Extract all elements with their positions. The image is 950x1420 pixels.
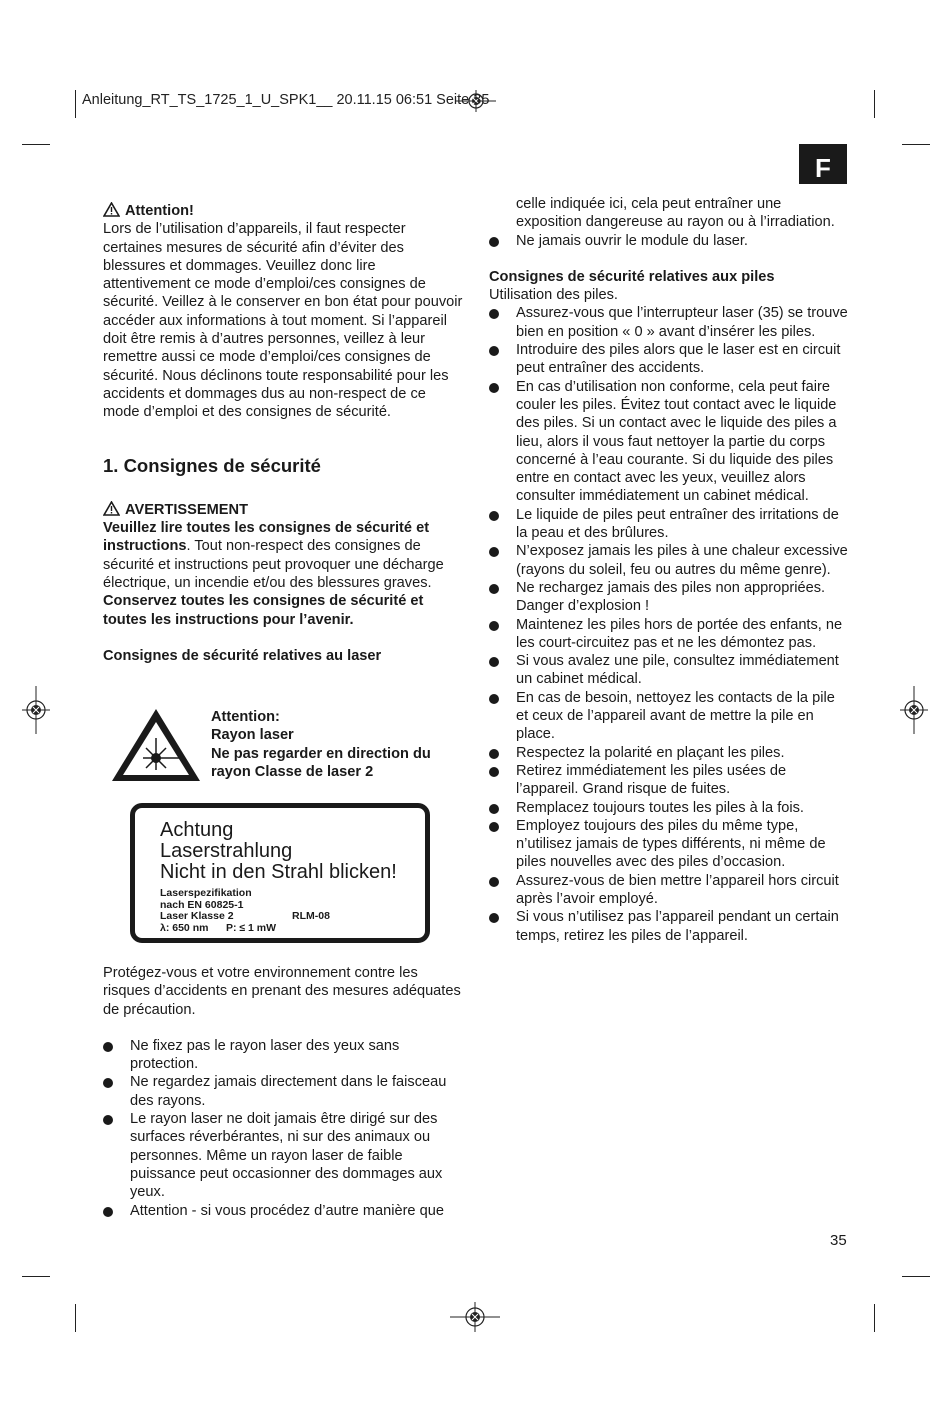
label-line: Achtung (160, 819, 234, 841)
bullet-icon (489, 511, 499, 521)
registration-mark-icon (22, 686, 50, 734)
bullet-icon (489, 804, 499, 814)
bullet-icon (103, 1115, 113, 1125)
list-item-text: Assurez-vous de bien mettre l’appareil hors circuit après l’avoir employé. (516, 872, 839, 907)
protect-text: Protégez-vous et votre environnement contre les risques d’accidents en prenant des mesures adéquates de précaution. (103, 965, 461, 1018)
label-laser-class: Laser Klasse 2 (160, 910, 234, 922)
warning-body: . Tout non-respect des consignes de sécurité et instructions peut provoquer une décharge électrique, un incendie et/ou des blessures graves. (103, 538, 444, 592)
list-item-text: Retirez immédiatement les piles usées de l’appareil. Grand risque de fuites. (516, 762, 787, 798)
laser-sign-text (211, 708, 461, 781)
laser-sign-line: Attention: (211, 709, 280, 725)
bullet-icon (489, 237, 499, 247)
list-item (489, 689, 851, 744)
list-item (103, 1202, 463, 1220)
list-item (489, 872, 851, 909)
label-line: Laserstrahlung (160, 840, 293, 862)
list-item-text: En cas de besoin, nettoyez les contacts de la pile et ceux de l’appareil avant de mettre la pile en place. (516, 689, 835, 743)
list-item-text: Maintenez les piles hors de portée des enfants, ne les court-circuitez pas et ne les démontez pas. (516, 616, 843, 651)
laser-bullet-list-continued (489, 232, 851, 250)
label-spec (160, 911, 397, 923)
bullet-icon (489, 694, 499, 704)
bullet-icon (103, 1207, 113, 1217)
page-number: 35 (830, 1232, 847, 1249)
crop-mark (75, 90, 76, 118)
list-item (489, 232, 851, 250)
label-line: Nicht in den Strahl blicken! (160, 861, 397, 883)
laser-sign-line: Rayon laser (211, 727, 294, 744)
label-spec: λ: 650 nm P: ≤ 1 mW (160, 921, 277, 934)
list-item-text: Le liquide de piles peut entraîner des irritations de la peau et des brûlures. (516, 506, 839, 542)
list-item (489, 762, 851, 799)
continued-text: celle indiquée ici, cela peut entraîner une exposition dangereuse au rayon ou à l’irradiation. (516, 196, 835, 231)
list-item-text: En cas d’utilisation non conforme, cela peut faire couler les piles. Évitez tout contact avec le liquide des piles. Si un contact avec le liquide des piles a lieu, alors il vous faut nettoyer la partie du corps concerné à l’eau courante. Si du liquide des piles entre en contact avec les yeux, veuillez alors consulter immédiatement un cabinet médical. (516, 378, 837, 505)
laser-label (130, 803, 430, 943)
bullet-icon (489, 584, 499, 594)
list-item (489, 341, 851, 378)
list-item (489, 652, 851, 689)
list-item (103, 1110, 463, 1201)
list-item (489, 506, 851, 543)
piles-heading: Consignes de sécurité relatives aux piles (489, 268, 775, 285)
print-slug: Anleitung_RT_TS_1725_1_U_SPK1__ 20.11.15 06:51 Seite 35 (82, 92, 490, 108)
warning-keep-instructions: Conservez toutes les consignes de sécurité et toutes les instructions pour l’avenir. (103, 593, 424, 628)
left-column-lower (103, 964, 463, 1220)
crop-mark (22, 1276, 50, 1277)
list-item-text: Remplacez toujours toutes les piles à la fois. (516, 799, 804, 816)
laser-bullet-list (103, 1037, 463, 1220)
label-spec: nach EN 60825-1 (160, 898, 244, 911)
piles-bullet-list (489, 304, 851, 944)
label-model: RLM-08 (292, 910, 330, 922)
attention-heading (103, 202, 463, 220)
list-item-text: Ne fixez pas le rayon laser des yeux sans protection. (130, 1037, 400, 1073)
bullet-icon (489, 346, 499, 356)
laser-sign-line: Ne pas regarder en direction du (211, 745, 431, 762)
laser-sign-line: rayon Classe de laser 2 (211, 763, 374, 780)
list-item (103, 1037, 463, 1074)
warning-triangle-icon (103, 501, 120, 516)
bullet-icon (103, 1042, 113, 1052)
list-item-text: Ne rechargez jamais des piles non appropriées. Danger d’explosion ! (516, 579, 826, 615)
list-item-text: Introduire des piles alors que le laser est en circuit peut entraîner des accidents. (516, 342, 841, 377)
crop-mark (874, 1304, 875, 1332)
warning-bold-lead: Veuillez lire toutes les consignes de sécurité et instructions (103, 520, 430, 555)
bullet-icon (489, 383, 499, 393)
language-tab: F (799, 144, 847, 184)
crop-mark (902, 1276, 930, 1277)
list-item-text: Ne jamais ouvrir le module du laser. (516, 232, 748, 249)
crop-mark (902, 144, 930, 145)
list-item-text: Attention - si vous procédez d’autre manière que (130, 1202, 444, 1219)
registration-mark-icon (450, 1302, 500, 1332)
bullet-icon (103, 1078, 113, 1088)
label-spec: Laserspezifikation (160, 887, 252, 899)
attention-text: Lors de l’utilisation d’appareils, il faut respecter certaines mesures de sécurité afin d’éviter des blessures et dommages. Veuillez donc lire attentivement ce mode d’emploi/ces consignes de sécurité. Veillez à le conserver en bon état pour pouvoir accéder aux informations à tout moment. Si l’appareil doit être remis à d’autres personnes, veillez à leur remettre aussi ce mode d’emploi/ces consignes de sécurité. Nous déclinons toute responsabilité pour les accidents et dommages dus au non-respect de ce mode d’emploi et des consignes de sécurité. (103, 221, 463, 421)
bullet-icon (489, 657, 499, 667)
list-item (489, 616, 851, 653)
list-item (103, 1073, 463, 1110)
left-column (103, 202, 463, 665)
list-item-text: Ne regardez jamais directement dans le faisceau des rayons. (130, 1074, 447, 1109)
section-title: 1. Consignes de sécurité (103, 454, 321, 476)
list-item (489, 579, 851, 616)
bullet-icon (489, 913, 499, 923)
bullet-icon (489, 877, 499, 887)
list-item-text: Respectez la polarité en plaçant les piles. (516, 744, 785, 761)
warning-paragraph (103, 519, 463, 592)
warning-heading (103, 501, 463, 519)
registration-mark-icon (900, 686, 928, 734)
list-item-text: N’exposez jamais les piles à une chaleur excessive (rayons du soleil, feu ou autres du même genre). (516, 543, 848, 578)
list-item (489, 304, 851, 341)
list-item-text: Assurez-vous que l’interrupteur laser (35) se trouve bien en position « 0 » avant d’insérer les piles. (516, 305, 848, 340)
bullet-icon (489, 822, 499, 832)
list-item-text: Le rayon laser ne doit jamais être dirigé sur des surfaces réverbérantes, ni sur des animaux ou personnes. Même un rayon laser de faible puissance peut occasionner des dommages aux yeux. (130, 1111, 443, 1201)
crop-mark (22, 144, 50, 145)
laser-warning-icon (109, 706, 203, 784)
bullet-icon (489, 309, 499, 319)
list-item (489, 817, 851, 872)
bullet-icon (489, 767, 499, 777)
bullet-icon (489, 621, 499, 631)
list-item (489, 378, 851, 506)
attention-title: Attention! (125, 203, 194, 219)
list-item (489, 542, 851, 579)
list-item-text: Employez toujours des piles du même type, n’utilisez jamais de types différents, ni même de piles nouvelles avec des piles d’occasion. (516, 817, 826, 871)
list-item (489, 799, 851, 817)
right-column (489, 195, 851, 945)
bullet-icon (489, 749, 499, 759)
laser-heading: Consignes de sécurité relatives au laser (103, 647, 382, 664)
crop-mark (874, 90, 875, 118)
crop-mark (75, 1304, 76, 1332)
list-item (489, 908, 851, 945)
warning-title: AVERTISSEMENT (125, 501, 248, 518)
list-item (489, 744, 851, 762)
warning-triangle-icon (103, 202, 120, 217)
piles-intro: Utilisation des piles. (489, 287, 618, 304)
list-item-text: Si vous avalez une pile, consultez immédiatement un cabinet médical. (516, 653, 839, 688)
bullet-icon (489, 547, 499, 557)
list-item-text: Si vous n’utilisez pas l’appareil pendant un certain temps, retirez les piles de l’appareil. (516, 909, 839, 944)
